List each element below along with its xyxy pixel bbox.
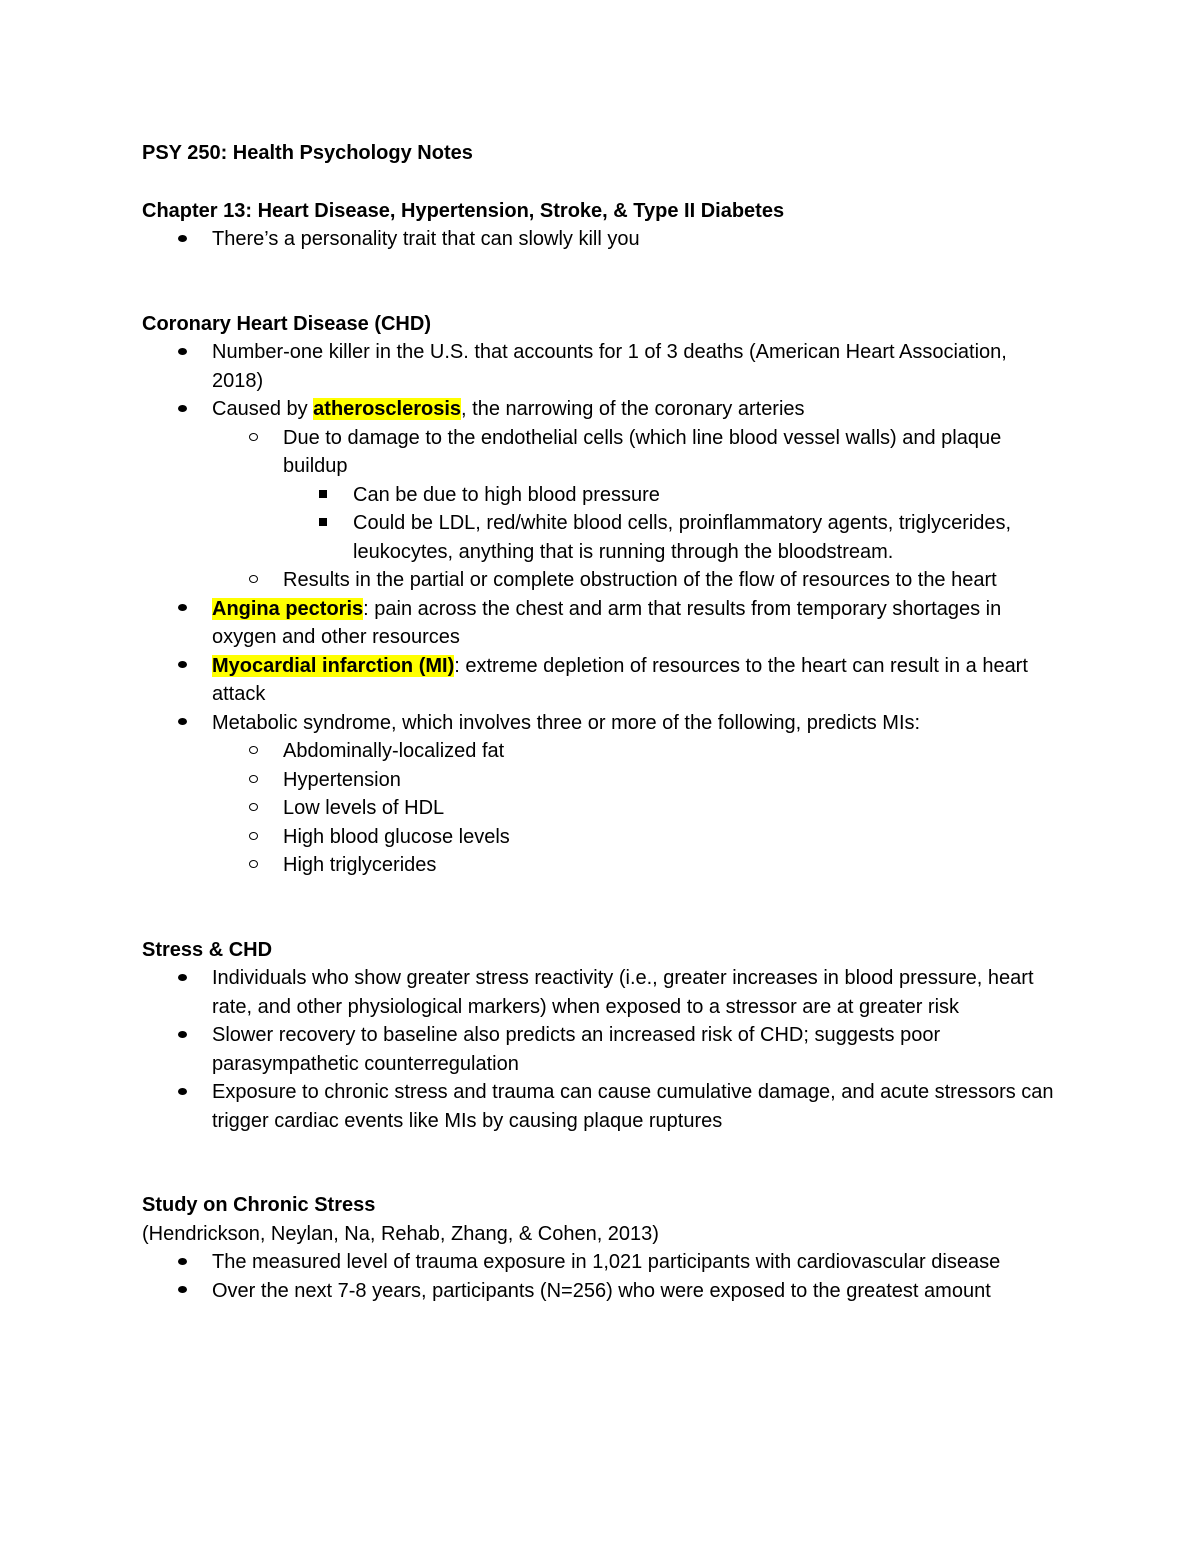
chd-heading: Coronary Heart Disease (CHD) [142, 312, 431, 335]
bullet-circle-icon [243, 794, 263, 823]
bullet-dot-icon [172, 395, 192, 424]
list-item: The measured level of trauma exposure in 1,021 participants with cardiovascular disease [142, 1248, 1062, 1277]
list-item: Due to damage to the endothelial cells (which line blood vessel walls) and plaque buildup [142, 424, 1062, 481]
bullet-square-icon [313, 481, 333, 510]
bullet-circle-icon [243, 737, 263, 766]
list-item: High blood glucose levels [142, 823, 1062, 852]
bullet-circle-icon [243, 851, 263, 880]
bullet-dot-icon [172, 1248, 192, 1277]
bullet-circle-icon [243, 424, 263, 453]
list-item: Individuals who show greater stress reactivity (i.e., greater increases in blood pressure, heart rate, and other physiological markers) when exposed to a stressor are at greater risk [142, 964, 1062, 1021]
bullet-circle-icon [243, 566, 263, 595]
bullet-dot-icon [172, 652, 192, 681]
list-item: Abdominally-localized fat [142, 737, 1062, 766]
highlighted-term: atherosclerosis [313, 398, 462, 420]
list-item: Exposure to chronic stress and trauma can cause cumulative damage, and acute stressors can trigger cardiac events like MIs by causing plaque ruptures [142, 1078, 1062, 1135]
bullet-circle-icon [243, 766, 263, 795]
bullet-dot-icon [172, 338, 192, 367]
list-item: High triglycerides [142, 851, 1062, 880]
list-item: Number-one killer in the U.S. that accounts for 1 of 3 deaths (American Heart Association, 2018) [142, 338, 1062, 395]
bullet-dot-icon [172, 595, 192, 624]
study-heading: Study on Chronic Stress [142, 1194, 376, 1216]
list-item: Over the next 7-8 years, participants (N=256) who were exposed to the greatest amount [142, 1277, 1062, 1306]
study-citation: (Hendrickson, Neylan, Na, Rehab, Zhang, & Cohen, 2013) [142, 1222, 659, 1245]
list-item: Low levels of HDL [142, 794, 1062, 823]
highlighted-term: Angina pectoris [212, 597, 364, 620]
list-item: There’s a personality trait that can slowly kill you [142, 225, 1062, 254]
bullet-dot-icon [172, 225, 192, 254]
bullet-circle-icon [243, 823, 263, 852]
list-item: Hypertension [142, 766, 1062, 795]
list-item: Slower recovery to baseline also predicts an increased risk of CHD; suggests poor parasympathetic counterregulation [142, 1021, 1062, 1078]
bullet-dot-icon [172, 1078, 192, 1107]
list-item: Metabolic syndrome, which involves three or more of the following, predicts MIs: [142, 709, 1062, 738]
bullet-dot-icon [172, 1021, 192, 1050]
document-page [142, 139, 1062, 1305]
bullet-dot-icon [172, 1277, 192, 1306]
chapter-heading: Chapter 13: Heart Disease, Hypertension, Stroke, & Type II Diabetes [142, 199, 785, 222]
list-item: Caused by atherosclerosis, the narrowing of the coronary arteries [142, 395, 1062, 424]
list-item: Myocardial infarction (MI): extreme depletion of resources to the heart can result in a heart attack [142, 652, 1062, 709]
list-item: Could be LDL, red/white blood cells, proinflammatory agents, triglycerides, leukocytes, anything that is running through the bloodstream. [142, 509, 1062, 566]
list-item: Results in the partial or complete obstruction of the flow of resources to the heart [142, 566, 1062, 595]
list-item: Angina pectoris: pain across the chest and arm that results from temporary shortages in oxygen and other resources [142, 595, 1062, 652]
stress-heading: Stress & CHD [142, 938, 273, 961]
list-item: Can be due to high blood pressure [142, 481, 1062, 510]
bullet-square-icon [313, 509, 333, 538]
bullet-dot-icon [172, 709, 192, 738]
highlighted-term: Myocardial infarction (MI) [212, 654, 455, 677]
document-title: PSY 250: Health Psychology Notes [142, 142, 473, 164]
bullet-dot-icon [172, 964, 192, 993]
